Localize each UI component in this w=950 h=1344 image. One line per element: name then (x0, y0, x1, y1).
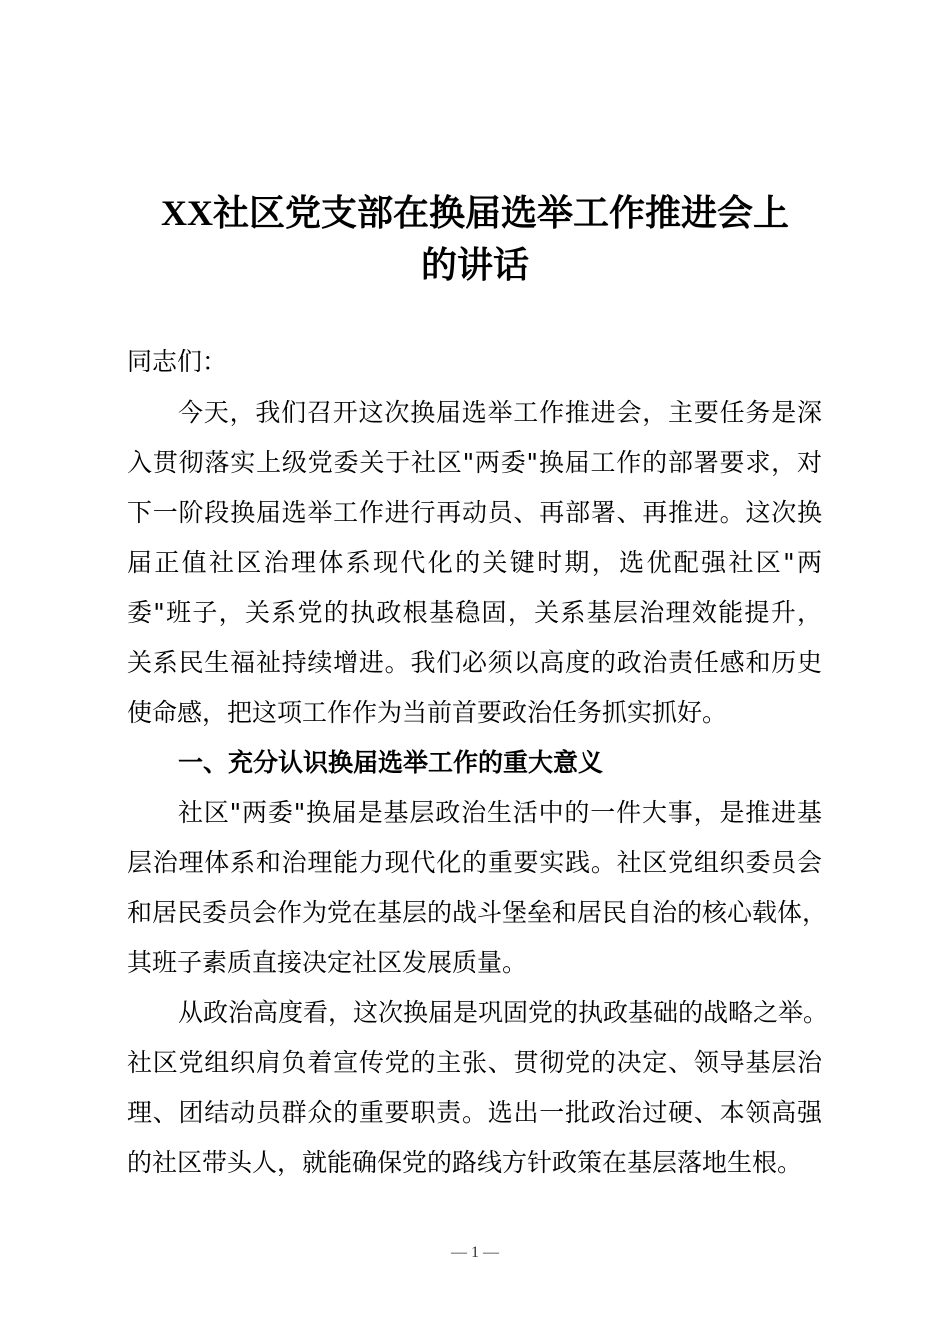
paragraph-line: 和居民委员会作为党在基层的战斗堡垒和居民自治的核心载体， (127, 898, 828, 927)
paragraph-line: 层治理体系和治理能力现代化的重要实践。社区党组织委员会 (127, 848, 822, 877)
paragraph-line: 下一阶段换届选举工作进行再动员、再部署、再推进。这次换 (127, 498, 822, 527)
paragraph-line: 社区党组织肩负着宣传党的主张、贯彻党的决定、领导基层治 (127, 1048, 822, 1077)
paragraph-line: 入贯彻落实上级党委关于社区"两委"换届工作的部署要求，对 (127, 448, 822, 477)
paragraph-line: 关系民生福祉持续增进。我们必须以高度的政治责任感和历史 (127, 648, 822, 677)
document-title-line-2: 的讲话 (420, 245, 529, 285)
page-number: — 1 — (451, 1244, 499, 1261)
paragraph-line: 届正值社区治理体系现代化的关键时期，选优配强社区"两 (127, 548, 822, 577)
document-title-line-1: XX社区党支部在换届选举工作推进会上 (161, 193, 789, 233)
paragraph-line: 的社区带头人，就能确保党的路线方针政策在基层落地生根。 (127, 1148, 803, 1177)
paragraph-line: 使命感，把这项工作作为当前首要政治任务抓实抓好。 (127, 698, 728, 727)
paragraph-line: 今天，我们召开这次换届选举工作推进会，主要任务是深 (178, 398, 822, 427)
paragraph-line: 委"班子，关系党的执政根基稳固，关系基层治理效能提升， (127, 598, 822, 627)
paragraph-line: 社区"两委"换届是基层政治生活中的一件大事，是推进基 (178, 798, 822, 827)
paragraph-line: 其班子素质直接决定社区发展质量。 (127, 948, 528, 977)
salutation: 同志们： (127, 347, 228, 376)
paragraph-line: 理、团结动员群众的重要职责。选出一批政治过硬、本领高强 (127, 1098, 822, 1127)
paragraph-line: 从政治高度看，这次换届是巩固党的执政基础的战略之举。 (178, 998, 829, 1027)
section-heading: 一、充分认识换届选举工作的重大意义 (178, 748, 604, 777)
